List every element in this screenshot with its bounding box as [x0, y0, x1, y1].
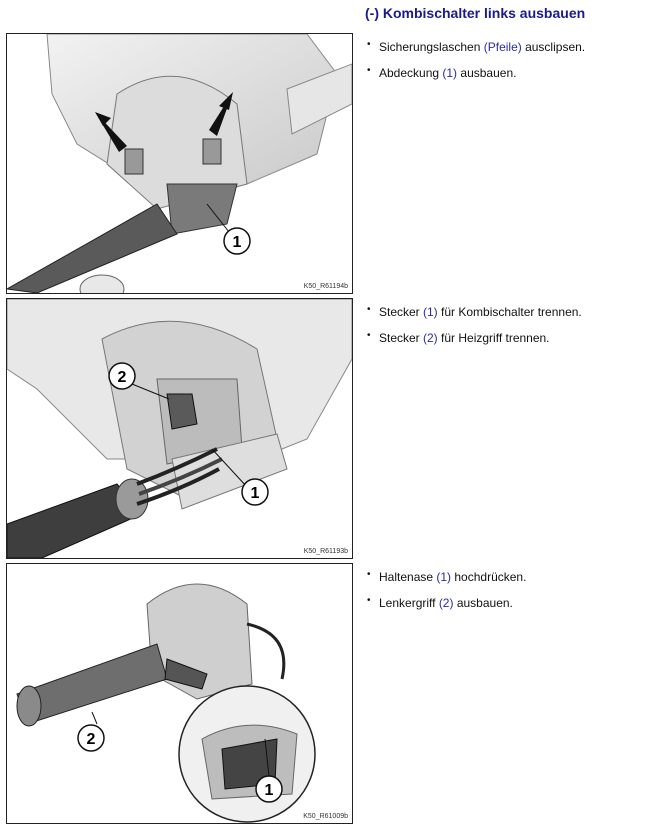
- step-item: • Stecker (2) für Heizgriff trennen.: [365, 331, 582, 345]
- callout-2: 2: [86, 731, 96, 748]
- steps-list-2: [365, 305, 582, 357]
- callout-1: 1: [232, 234, 242, 251]
- step-item: • Stecker (1) für Kombischalter trennen.: [365, 305, 582, 319]
- figure-code: K50_R61194b: [303, 283, 348, 290]
- figure-3: [6, 563, 353, 824]
- page-title: (-) Kombischalter links ausbauen: [365, 5, 586, 21]
- step-item: • Abdeckung (1) ausbauen.: [365, 66, 585, 80]
- step-item: • Sicherungslaschen (Pfeile) ausclipsen.: [365, 40, 585, 54]
- steps-list-3: [365, 570, 526, 622]
- callout-1: 1: [264, 782, 274, 799]
- switch-cover-illustration: [7, 34, 352, 293]
- figure-1: [6, 33, 353, 294]
- figure-code: K50_R61009b: [303, 813, 348, 820]
- connector-illustration: [7, 299, 352, 558]
- step-item: • Lenkergriff (2) ausbauen.: [365, 596, 526, 610]
- figure-2: [6, 298, 353, 559]
- grip-illustration: [7, 564, 352, 823]
- callout-2: 2: [117, 369, 127, 386]
- steps-list-1: [365, 40, 585, 92]
- figure-code: K50_R61193b: [303, 548, 348, 555]
- callout-1: 1: [250, 485, 260, 502]
- step-item: • Haltenase (1) hochdrücken.: [365, 570, 526, 584]
